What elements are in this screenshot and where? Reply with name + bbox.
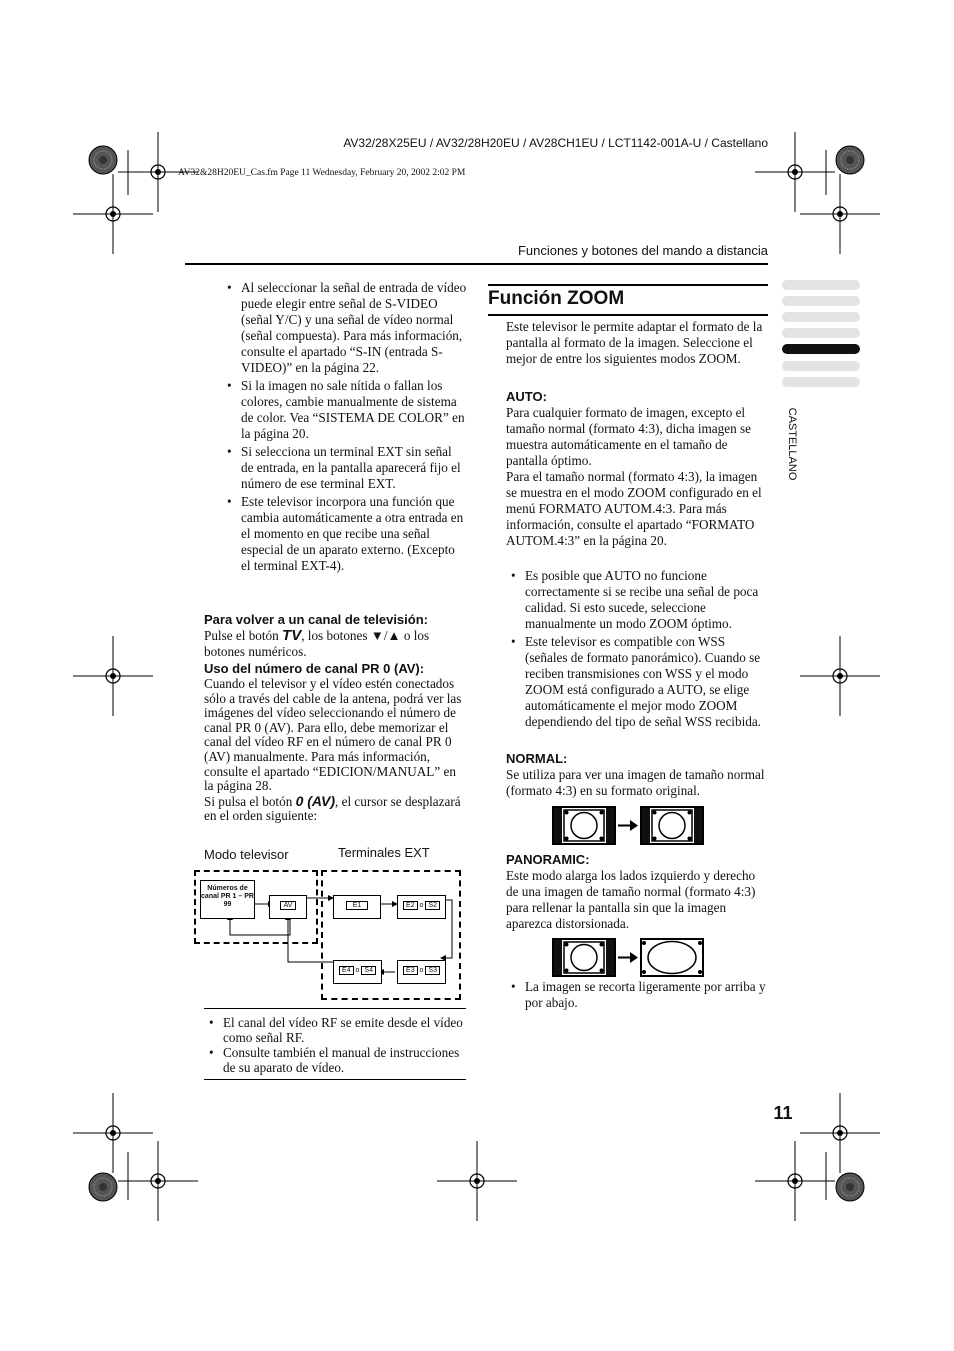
list-item: • Este televisor es compatible con WSS (señales de formato panorámico). Cuando se reciben transmisiones con WSS y el modo ZOOM está configurado a AUTO, se elige automáticamente el mejor modo ZOOM dependiendo del tipo de señal WSS recibida.: [509, 634, 768, 730]
diagram-label-ext: Terminales EXT: [338, 845, 430, 860]
av-button-symbol: 0 (AV): [295, 792, 336, 809]
e2-label: E2: [403, 901, 418, 910]
normal-text: Se utiliza para ver una imagen de tamaño normal (formato 4:3) en su formato original.: [506, 767, 765, 798]
section-title: Funciones y botones del mando a distancia: [517, 243, 768, 258]
auto-bullets: [509, 568, 768, 730]
panoramic-heading: PANORAMIC:: [506, 852, 590, 867]
page-number: 11: [773, 1103, 793, 1123]
notes-bottom-rule: [204, 1079, 466, 1080]
list-item: • Consulte también el manual de instrucciones de su aparato de vídeo.: [207, 1045, 465, 1075]
normal-heading: NORMAL:: [506, 751, 568, 766]
zoom-intro: Este televisor le permite adaptar el formato de la pantalla al formato de la imagen. Seleccione el mejor de entre los siguientes modos ZOOM.: [506, 319, 763, 366]
e3-label: E3: [403, 966, 418, 975]
list-item: • La imagen se recorta ligeramente por arriba y por abajo.: [509, 979, 768, 1011]
auto-heading: AUTO:: [506, 389, 547, 404]
return-heading: Para volver a un canal de televisión:: [204, 612, 428, 627]
auto-paragraph-2: Para el tamaño normal (formato 4:3), la imagen se muestra en el modo ZOOM configurado en el menú FORMATO AUTOM.4:3. Para más información, consulte el apartado “FORMATO AUTOM.4:3” en la página 20.: [506, 469, 762, 548]
panoramic-bullets: [509, 979, 768, 1011]
auto-section: [506, 389, 768, 549]
normal-section: [506, 751, 768, 799]
tv-button-symbol: TV: [282, 627, 302, 644]
file-line: AV32&28H20EU_Cas.fm Page 11 Wednesday, February 20, 2002 2:02 PM: [178, 168, 466, 178]
pr0-text: Cuando el televisor y el vídeo estén conectados sólo a través del cable de la antena, podrá ver las imágenes del vídeo seleccionando el número de canal PR 0 (AV). Para ello, debe memorizar el canal del vídeo RF en el número de canal PR 0 (AV) manualmente. Para más información, consulte el apartado “EDICION/MANUAL” en la página 28.: [204, 676, 462, 794]
panoramic-mode-illustration: [552, 938, 712, 978]
zoom-title-bottom-rule: [488, 314, 768, 316]
notes-top-rule: [204, 1008, 466, 1009]
normal-mode-illustration: [552, 806, 712, 846]
av-label: AV: [280, 901, 297, 910]
channels-box: Números de canal PR 1 – PR 99: [200, 880, 255, 919]
panoramic-text: Este modo alarga los lados izquierdo y derecho de una imagen de tamaño normal (formato 4:3) para rellenar la pantalla sin que la imagen aparezca distorsionada.: [506, 868, 756, 931]
e4-label: E4: [339, 966, 354, 975]
diagram-label-tv: Modo televisor: [204, 847, 289, 862]
list-item: • Al seleccionar la señal de entrada de vídeo puede elegir entre señal de S-VIDEO (señal Y/C) y una señal de vídeo normal (señal compuesta). Para más información, consulte el apartado “S-IN (entrada S-VIDEO)” en la página 22.: [225, 280, 467, 376]
e1-box: [333, 895, 381, 919]
auto-paragraph-1: Para cualquier formato de imagen, excepto el tamaño normal (formato 4:3), dicha imagen se muestra automáticamente en el tamaño de pantalla óptimo.: [506, 405, 751, 468]
e2-s2-box: E2 o S2: [397, 895, 446, 919]
language-label: CASTELLANO: [786, 407, 798, 481]
pr0-heading: Uso del número de canal PR 0 (AV):: [204, 661, 425, 676]
notes-list: [207, 1015, 465, 1075]
list-item: • Este televisor incorpora una función que cambia automáticamente a otra entrada en el momento en que recibe una señal especial de un aparato externo. (Excepto el terminal EXT-4).: [225, 494, 467, 574]
list-item: • Es posible que AUTO no funcione correctamente si se recibe una señal de poca calidad. Si esto sucede, seleccione manualmente un modo ZOOM óptimo.: [509, 568, 768, 632]
panoramic-section: [506, 852, 768, 932]
av-box: [269, 895, 307, 919]
e4-s4-box: E4 o S4: [333, 960, 382, 984]
model-line: AV32/28X25EU / AV32/28H20EU / AV28CH1EU / LCT1142-001A-U / Castellano: [343, 136, 768, 150]
zoom-title: Función ZOOM: [488, 288, 625, 309]
pr0-press-text: Si pulsa el botón 0 (AV), el cursor se desplazará en el orden siguiente:: [204, 792, 461, 824]
e3-s3-box: E3 o S3: [397, 960, 446, 984]
s2-label: S2: [425, 901, 440, 910]
s4-label: S4: [361, 966, 376, 975]
s3-label: S3: [425, 966, 440, 975]
e1-label: E1: [346, 901, 369, 910]
list-item: • El canal del vídeo RF se emite desde el vídeo como señal RF.: [207, 1015, 465, 1045]
list-item: • Si la imagen no sale nítida o fallan los colores, cambie manualmente de sistema de color. Vea “SISTEMA DE COLOR” en la página 20.: [225, 378, 467, 442]
return-text: Pulse el botón TV, los botones ▼/▲ o los botones numéricos.: [204, 627, 430, 659]
list-item: • Si selecciona un terminal EXT sin señal de entrada, en la pantalla aparecerá fijo el número de ese terminal EXT.: [225, 444, 467, 492]
zoom-title-top-rule: [488, 284, 768, 286]
